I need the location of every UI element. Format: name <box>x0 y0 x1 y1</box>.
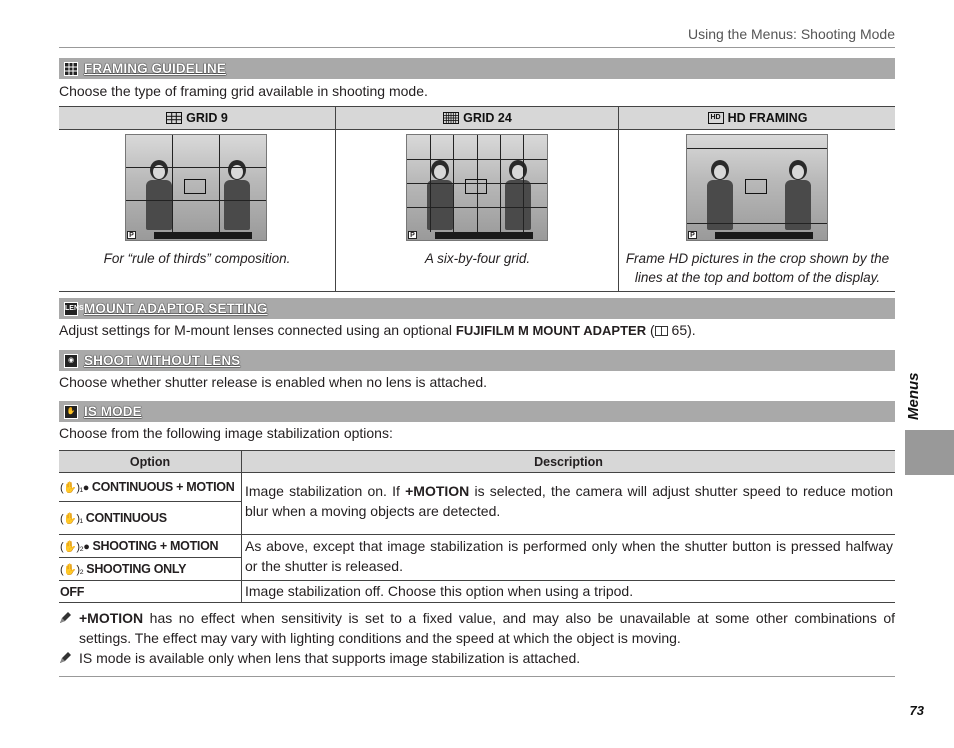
is-option-group-shooting <box>59 535 895 581</box>
reference-page: 65). <box>667 322 696 338</box>
shoot-without-lens-text: Choose whether shutter release is enabled when no lens is attached. <box>59 374 488 390</box>
header-divider <box>59 47 895 48</box>
grid-24-icon <box>443 112 459 124</box>
note-pencil-icon <box>59 612 71 624</box>
option-off: OFF <box>60 584 85 599</box>
is-mode-heading <box>59 401 895 422</box>
shoot-without-lens-heading <box>59 350 895 371</box>
side-tab-label: Menus <box>905 372 922 420</box>
grid-9-header <box>59 107 335 129</box>
hd-framing-caption: Frame HD pictures in the crop shown by the lines at the top and bottom of the display. <box>625 251 890 285</box>
hd-framing-sample-photo <box>686 134 828 241</box>
note-pencil-icon <box>59 652 71 664</box>
is-mode-table <box>59 450 895 599</box>
footer-divider <box>59 676 895 677</box>
grid-24-label: GRID 24 <box>463 111 512 125</box>
shooting-description: As above, except that image stabilization is performed only when the shutter button is pressed halfway or the shutter is released. <box>241 535 895 580</box>
mount-adaptor-text: Adjust settings for M-mount lenses connected using an optional FUJIFILM M MOUNT ADAPTER ( 65). <box>59 322 696 338</box>
mount-adaptor-title: MOUNT ADAPTOR SETTING <box>84 301 268 316</box>
grid-9-sample-photo <box>125 134 267 241</box>
grid-9-caption: For “rule of thirds” composition. <box>103 251 291 266</box>
option-column-header: Option <box>129 454 171 469</box>
is-option-off-row <box>59 581 895 603</box>
grid-9-column <box>59 107 335 291</box>
no-lens-icon: ◉ <box>64 354 78 368</box>
continuous-description: Image stabilization on. If +MOTION is selected, the camera will adjust shutter speed to reduce motion blur when a moving objects are detected. <box>241 473 895 534</box>
grid-24-caption: A six-by-four grid. <box>424 251 531 266</box>
shooting-mode-badge: P <box>688 231 697 239</box>
framing-guideline-icon <box>64 62 78 76</box>
is-mode-title: IS MODE <box>84 404 142 419</box>
grid-9-icon <box>166 112 182 124</box>
framing-guideline-intro: Choose the type of framing grid available in shooting mode. <box>59 83 428 99</box>
grid-9-label: GRID 9 <box>186 111 228 125</box>
note-lens-support: IS mode is available only when lens that supports image stabilization is attached. <box>59 648 895 668</box>
hd-framing-header <box>619 107 896 129</box>
is-option-group-continuous <box>59 473 895 535</box>
note-motion: +MOTION has no effect when sensitivity is set to a fixed value, and may also be unavailable at some other combinations of settings. The effect may vary with lighting conditions and the speed at which the object is moving. <box>59 608 895 648</box>
framing-guideline-title: FRAMING GUIDELINE <box>84 61 226 76</box>
is-table-header-row <box>59 451 895 473</box>
hd-framing-label: HD FRAMING <box>727 111 808 125</box>
menus-thumb-tab <box>905 430 954 475</box>
off-description: Image stabilization off. Choose this option when using a tripod. <box>241 581 895 602</box>
shoot-without-lens-title: SHOOT WITHOUT LENS <box>84 353 241 368</box>
mount-adaptor-product: FUJIFILM M MOUNT ADAPTER <box>455 323 647 338</box>
option-shooting-only: (✋)₂ SHOOTING ONLY <box>60 562 187 576</box>
page-number: 73 <box>909 703 924 718</box>
grid-24-column <box>335 107 619 291</box>
framing-guideline-table <box>59 106 895 292</box>
is-continuous-motion-icon: (✋)₁● <box>60 481 89 494</box>
shooting-mode-badge: P <box>408 231 417 239</box>
framing-guideline-heading <box>59 58 895 79</box>
hd-framing-column <box>618 107 896 291</box>
is-shooting-motion-icon: (✋)₂● <box>60 540 90 553</box>
description-column-header: Description <box>241 451 895 472</box>
is-continuous-icon: (✋)₁ <box>60 512 83 525</box>
option-continuous: (✋)₁ CONTINUOUS <box>60 511 167 525</box>
book-reference-icon <box>655 326 668 336</box>
hd-framing-icon: HD <box>708 112 724 124</box>
option-shooting-motion: (✋)₂● SHOOTING + MOTION <box>60 539 219 553</box>
lens-setting-icon: LENS <box>64 302 78 316</box>
stabilization-hand-icon: ✋ <box>64 405 78 419</box>
mount-adaptor-heading <box>59 298 895 319</box>
is-mode-intro: Choose from the following image stabilization options: <box>59 425 393 441</box>
is-shooting-only-icon: (✋)₂ <box>60 563 84 576</box>
option-continuous-motion: (✋)₁● CONTINUOUS + MOTION <box>60 480 235 494</box>
page-header-title: Using the Menus: Shooting Mode <box>687 26 895 42</box>
grid-24-sample-photo <box>406 134 548 241</box>
motion-keyword: +MOTION <box>405 483 470 499</box>
shooting-mode-badge: P <box>127 231 136 239</box>
grid-24-header <box>336 107 619 129</box>
